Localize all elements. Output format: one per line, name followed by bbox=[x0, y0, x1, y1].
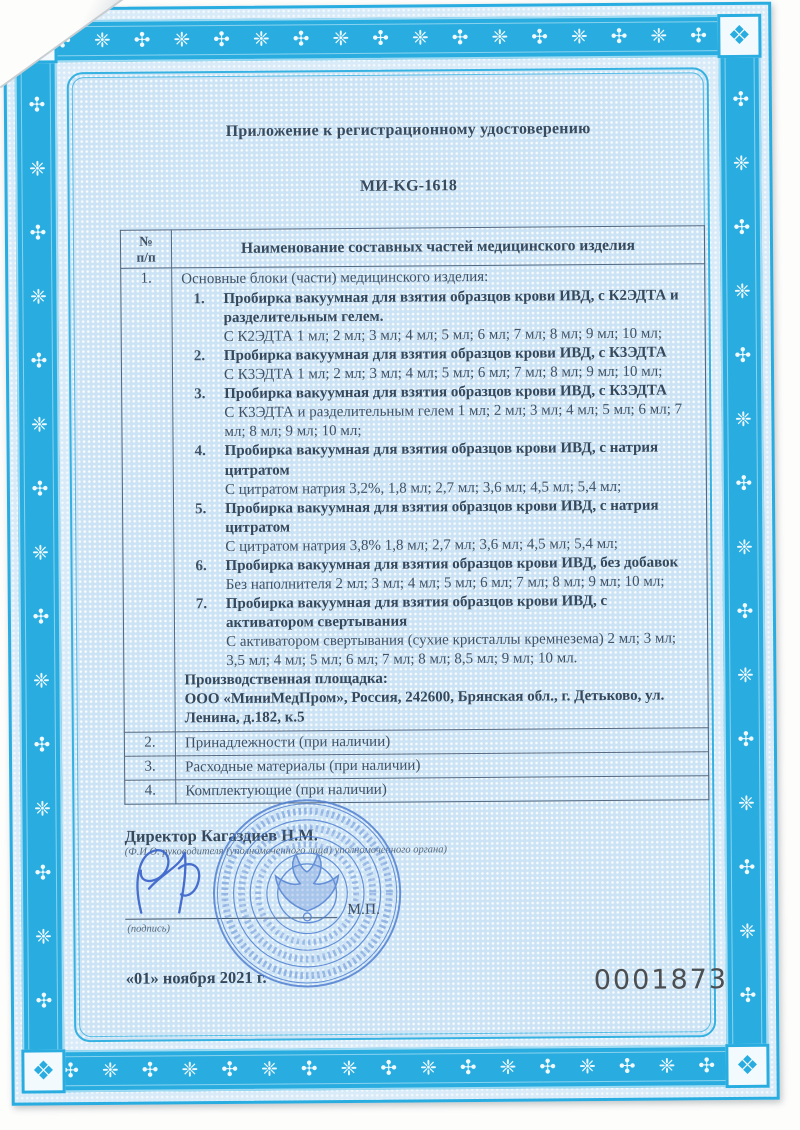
signing-section bbox=[125, 822, 767, 1077]
stamp-place-label: М.П. bbox=[347, 901, 381, 919]
item-number: 7. bbox=[195, 595, 208, 613]
row-number: 1. bbox=[121, 268, 176, 733]
item-spec: С цитратом натрия 3,8% 1,8 мл; 2,7 мл; 3,6 мл; 4,5 мл; 5,4 мл; bbox=[225, 535, 618, 555]
row-content bbox=[172, 264, 709, 732]
list-item bbox=[183, 439, 697, 500]
certificate-page bbox=[3, 2, 780, 1106]
item-spec: С активатором свертывания (сухие кристаллы кремнезема) 2 мл; 3 мл; 3,5 мл; 4 мл; 5 мл; 6 мл; 7 мл; 8 мл; 8,5 мл; 9 мл; 10 мл. bbox=[226, 630, 677, 669]
corner-ornament-icon: ❖ bbox=[21, 1049, 65, 1093]
list-item bbox=[182, 344, 696, 386]
issue-date: «01» ноября 2021 г. bbox=[125, 967, 267, 989]
item-name: Пробирка вакуумная для взятия образцов крови ИВД, с К3ЭДТА bbox=[223, 344, 667, 365]
border-ornament-top bbox=[14, 15, 760, 63]
row-number: 3. bbox=[125, 756, 176, 780]
serial-number: 0001873 bbox=[593, 964, 729, 997]
row-content: Расходные материалы (при наличии) bbox=[176, 752, 709, 780]
list-item bbox=[184, 591, 699, 671]
item-number: 6. bbox=[195, 557, 207, 574]
document-panel bbox=[67, 67, 729, 1042]
item-name: Пробирка вакуумная для взятия образцов крови ИВД, с К3ЭДТА bbox=[224, 382, 668, 403]
item-number: 3. bbox=[194, 386, 206, 403]
director-name: Директор Кагаздиев Н.М. bbox=[124, 825, 318, 847]
production-site-value: ООО «МиниМедПром», Россия, 242600, Брянская обл., г. Детьково, ул. Ленина, д.182, к.5 bbox=[184, 687, 665, 727]
item-name: Пробирка вакуумная для взятия образцов крови ИВД, с К2ЭДТА и разделительным гелем. bbox=[223, 287, 679, 327]
row1-intro: Основные блоки (части) медицинского изделия: bbox=[181, 268, 489, 288]
row-content: Комплектующие (при наличии) bbox=[176, 776, 709, 804]
item-name: Пробирка вакуумная для взятия образцов крови ИВД, с натрия цитратом bbox=[224, 440, 659, 479]
list-item bbox=[183, 496, 697, 557]
row-number: 4. bbox=[125, 780, 176, 804]
corner-ornament-icon: ❖ bbox=[725, 1044, 769, 1088]
item-spec: С К3ЭДТА и разделительным гелем 1 мл; 2 мл; 3 мл; 4 мл; 5 мл; 6 мл; 7 мл; 8 мл; 9 мл; 10 мл; bbox=[224, 401, 683, 441]
item-spec: С цитратом натрия 3,2%, 1,8 мл; 2,7 мл; 3,6 мл; 4,5 мл; 5,4 мл; bbox=[224, 478, 622, 498]
column-header-number: № п/п bbox=[120, 230, 171, 268]
item-spec: Без наполнителя 2 мл; 3 мл; 4 мл; 5 мл; 6 мл; 7 мл; 8 мл; 9 мл; 10 мл; bbox=[225, 573, 665, 593]
item-spec: С К3ЭДТА 1 мл; 2 мл; 3 мл; 4 мл; 5 мл; 6 мл; 7 мл; 8 мл; 9 мл; 10 мл; bbox=[223, 363, 663, 384]
table-row bbox=[121, 264, 709, 733]
column-header-name: Наименование составных частей медицинского изделия bbox=[171, 226, 704, 268]
item-name: Пробирка вакуумная для взятия образцов крови ИВД, без добавок bbox=[225, 554, 679, 574]
row-content: Принадлежности (при наличии) bbox=[175, 728, 708, 756]
document-content bbox=[69, 69, 729, 1040]
signature bbox=[129, 842, 260, 921]
item-name: Пробирка вакуумная для взятия образцов крови ИВД, с активатором свертывания bbox=[225, 592, 608, 631]
registration-number: МИ-KG-1618 bbox=[359, 177, 458, 195]
item-name: Пробирка вакуумная для взятия образцов крови ИВД, с натрия цитратом bbox=[225, 497, 659, 536]
row-number: 2. bbox=[124, 732, 175, 756]
list-item bbox=[181, 286, 695, 347]
document-title: Приложение к регистрационному удостоверению bbox=[225, 120, 591, 140]
components-table bbox=[120, 225, 710, 805]
corner-ornament-icon: ❖ bbox=[717, 14, 761, 58]
list-item bbox=[183, 553, 697, 595]
signature-caption: (подпись) bbox=[127, 923, 171, 936]
production-site-label: Производственная площадка: bbox=[184, 670, 388, 689]
item-number: 2. bbox=[193, 348, 206, 365]
director-caption: (Ф.И.О. руководителя (уполномоченного лица) уполномоченного органа) bbox=[124, 844, 448, 859]
item-spec: С К2ЭДТА 1 мл; 2 мл; 3 мл; 4 мл; 5 мл; 6 мл; 7 мл; 8 мл; 9 мл; 10 мл; bbox=[223, 325, 663, 346]
border-ornament-left bbox=[14, 20, 64, 1092]
list-item bbox=[182, 382, 696, 443]
item-number: 5. bbox=[195, 500, 207, 517]
item-number: 4. bbox=[194, 443, 206, 460]
table-header-row bbox=[120, 226, 704, 269]
item-number: 1. bbox=[193, 291, 205, 308]
